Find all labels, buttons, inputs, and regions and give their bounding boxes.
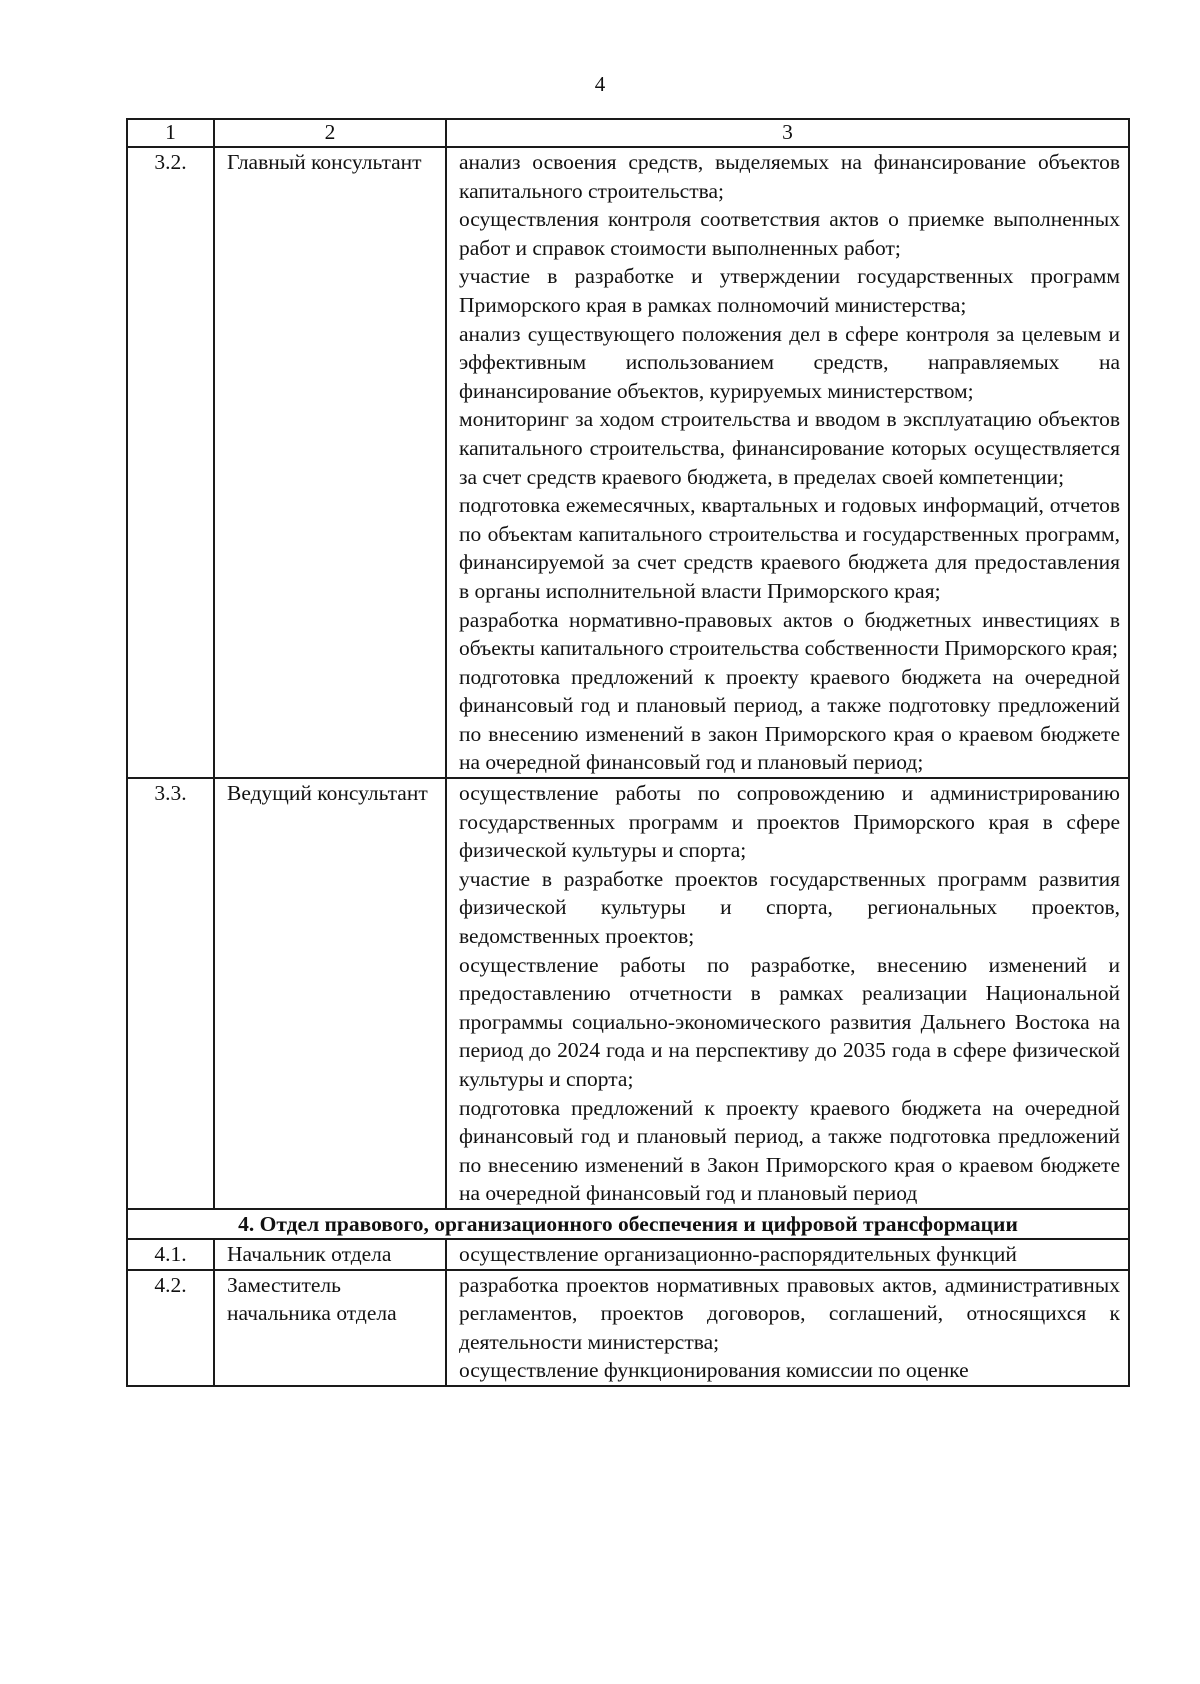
duties-cell [446,147,1129,778]
duty-item: анализ существующего положения дел в сфере контроля за целевым и эффективным использованием средств, направляемых на финансирование объектов, курируемых министерством; [459,321,1120,403]
duties-cell [446,1270,1129,1386]
position-title: Ведущий консультант [214,778,446,1209]
page-number: 4 [594,72,606,96]
duty-item: мониторинг за ходом строительства и вводом в эксплуатацию объектов капитального строительства, финансирование которых осуществляется за счет средств краевого бюджета, в пределах своей компетенции; [459,407,1120,489]
duties-table [126,118,1130,1387]
duty-item: осуществление работы по разработке, внесению изменений и предоставлению отчетности в рамках реализации Национальной программы социально-экономического развития Дальнего Востока на период до 2024 года и на перспективу до 2035 года в сфере физической культуры и спорта; [459,952,1120,1091]
duty-list [459,1240,1120,1269]
duty-item: подготовка ежемесячных, квартальных и годовых информаций, отчетов по объектам капитального строительства и государственных программ, финансируемой за счет средств краевого бюджета для предоставления в органы исполнительной власти Приморского края; [459,493,1120,603]
duty-item: разработка нормативно-правовых актов о бюджетных инвестициях в объекты капитального строительства собственности Приморского края; [459,607,1120,661]
position-title: Главный консультант [214,147,446,778]
table-header-row [127,119,1129,147]
table-row [127,147,1129,778]
duties-cell [446,778,1129,1209]
duty-list [459,779,1120,1208]
duties-cell [446,1239,1129,1270]
duty-item: осуществление организационно-распорядительных функций [459,1241,1017,1266]
row-number: 3.2. [127,147,214,778]
position-title: Заместитель начальника отдела [214,1270,446,1386]
table-row [127,778,1129,1209]
column-header-3: 3 [446,119,1129,147]
duty-item: осуществление функционирования комиссии по оценке [459,1358,969,1383]
section-header-row [127,1209,1129,1239]
duty-item: подготовка предложений к проекту краевого бюджета на очередной финансовый год и плановый период, а также подготовку предложений по внесению изменений в закон Приморского края о краевом бюджете на очередной финансовый год и плановый период; [459,664,1120,775]
duty-item: участие в разработке проектов государственных программ развития физической культуры и спорта, региональных проектов, ведомственных проектов; [459,866,1120,949]
duty-list [459,1271,1120,1385]
section-title: 4. Отдел правового, организационного обеспечения и цифровой трансформации [127,1209,1129,1239]
duty-item: анализ освоения средств, выделяемых на финансирование объектов капитального строительства; [459,150,1120,203]
duty-item: осуществления контроля соответствия актов о приемке выполненных работ и справок стоимости выполненных работ; [459,207,1120,260]
duty-item: участие в разработке и утверждении государственных программ Приморского края в рамках полномочий министерства; [459,264,1120,317]
position-title: Начальник отдела [214,1239,446,1270]
duty-item: подготовка предложений к проекту краевого бюджета на очередной финансовый год и плановый период, а также подготовка предложений по внесению изменений в Закон Приморского края о краевом бюджете на очередной финансовый год и плановый период [459,1095,1120,1206]
duty-item: разработка проектов нормативных правовых актов, административных регламентов, проектов договоров, соглашений, относящихся к деятельности министерства; [459,1272,1120,1354]
duty-list [459,148,1120,777]
table-row [127,1239,1129,1270]
table-row [127,1270,1129,1386]
column-header-1: 1 [127,119,214,147]
row-number: 4.2. [127,1270,214,1386]
column-header-2: 2 [214,119,446,147]
row-number: 4.1. [127,1239,214,1270]
duty-item: осуществление работы по сопровождению и администрированию государственных программ и проектов Приморского края в сфере физической культуры и спорта; [459,781,1120,863]
row-number: 3.3. [127,778,214,1209]
